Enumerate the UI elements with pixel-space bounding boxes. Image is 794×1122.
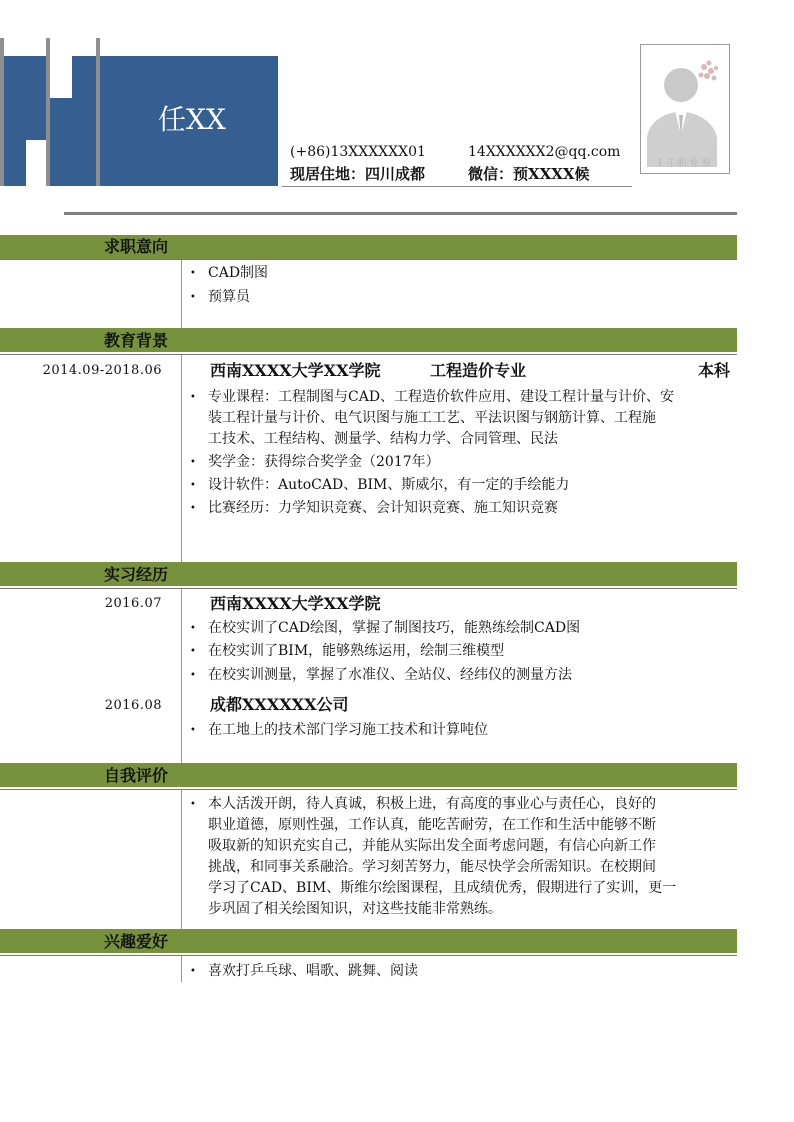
internship-date: 2016.07 (104, 596, 162, 611)
school-name: 西南XXXX大学XX学院 (210, 361, 381, 380)
timeline-line-internship (181, 589, 182, 763)
section-underline (0, 789, 737, 790)
contact-underline (282, 186, 632, 187)
section-title: 教育背景 (103, 331, 168, 350)
section-title: 自我评价 (103, 766, 168, 785)
section-title: 求职意向 (103, 237, 168, 256)
photo-caption: 1寸职业照 (656, 158, 714, 169)
paragraph-line: 步巩固了相关绘图知识，对这些技能非常熟练。 (208, 901, 502, 917)
header-deco-block-1 (4, 56, 26, 186)
photo-placeholder (640, 44, 730, 174)
header-deco-block-3 (50, 98, 72, 186)
timeline-line-self (181, 790, 182, 929)
education-date: 2014.09-2018.06 (42, 363, 162, 378)
email: 14XXXXXX2@qq.com (468, 144, 621, 160)
paragraph-line: 学习了CAD、BIM、斯维尔绘图课程，且成绩优秀，假期进行了实训，更一 (208, 880, 677, 896)
list-item-continuation: 工技术、工程结构、测量学、结构力学、合同管理、民法 (208, 431, 558, 447)
section-underline (0, 259, 737, 260)
section-title: 实习经历 (103, 565, 168, 584)
timeline-line-hobby (181, 956, 182, 982)
section-underline (0, 354, 737, 355)
paragraph-line: 吸取新的知识充实自己，并能从实际出发全面考虑问题，有信心向新工作 (208, 838, 656, 854)
section-underline (0, 955, 737, 956)
section-title: 兴趣爱好 (103, 932, 168, 951)
timeline-line-education (181, 355, 182, 562)
residence: 现居住地：四川成都 (290, 165, 426, 183)
internship-date: 2016.08 (104, 698, 162, 713)
phone: (+86)13XXXXXX01 (290, 144, 426, 160)
list-item-continuation: 装工程计量与计价、电气识图与施工工艺、平法识图与钢筋计算、工程施 (208, 410, 656, 426)
header-deco-block-4 (72, 56, 96, 186)
internship-org: 西南XXXX大学XX学院 (210, 594, 381, 613)
paragraph-line: 职业道德，原则性强，工作认真，能吃苦耐劳，在工作和生活中能够不断 (208, 817, 656, 833)
major: 工程造价专业 (430, 361, 527, 380)
section-underline (0, 588, 737, 589)
timeline-line-objective (181, 259, 182, 328)
wechat: 微信：预XXXX候 (468, 165, 590, 183)
internship-org: 成都XXXXXX公司 (210, 695, 349, 714)
degree: 本科 (698, 361, 731, 380)
paragraph-line: 挑战，和同事关系融洽。学习刻苦努力，能尽快学会所需知识。在校期间 (208, 859, 656, 875)
header-divider (64, 212, 737, 215)
header-deco-block-2 (26, 56, 46, 140)
candidate-name: 任XX (158, 103, 226, 136)
